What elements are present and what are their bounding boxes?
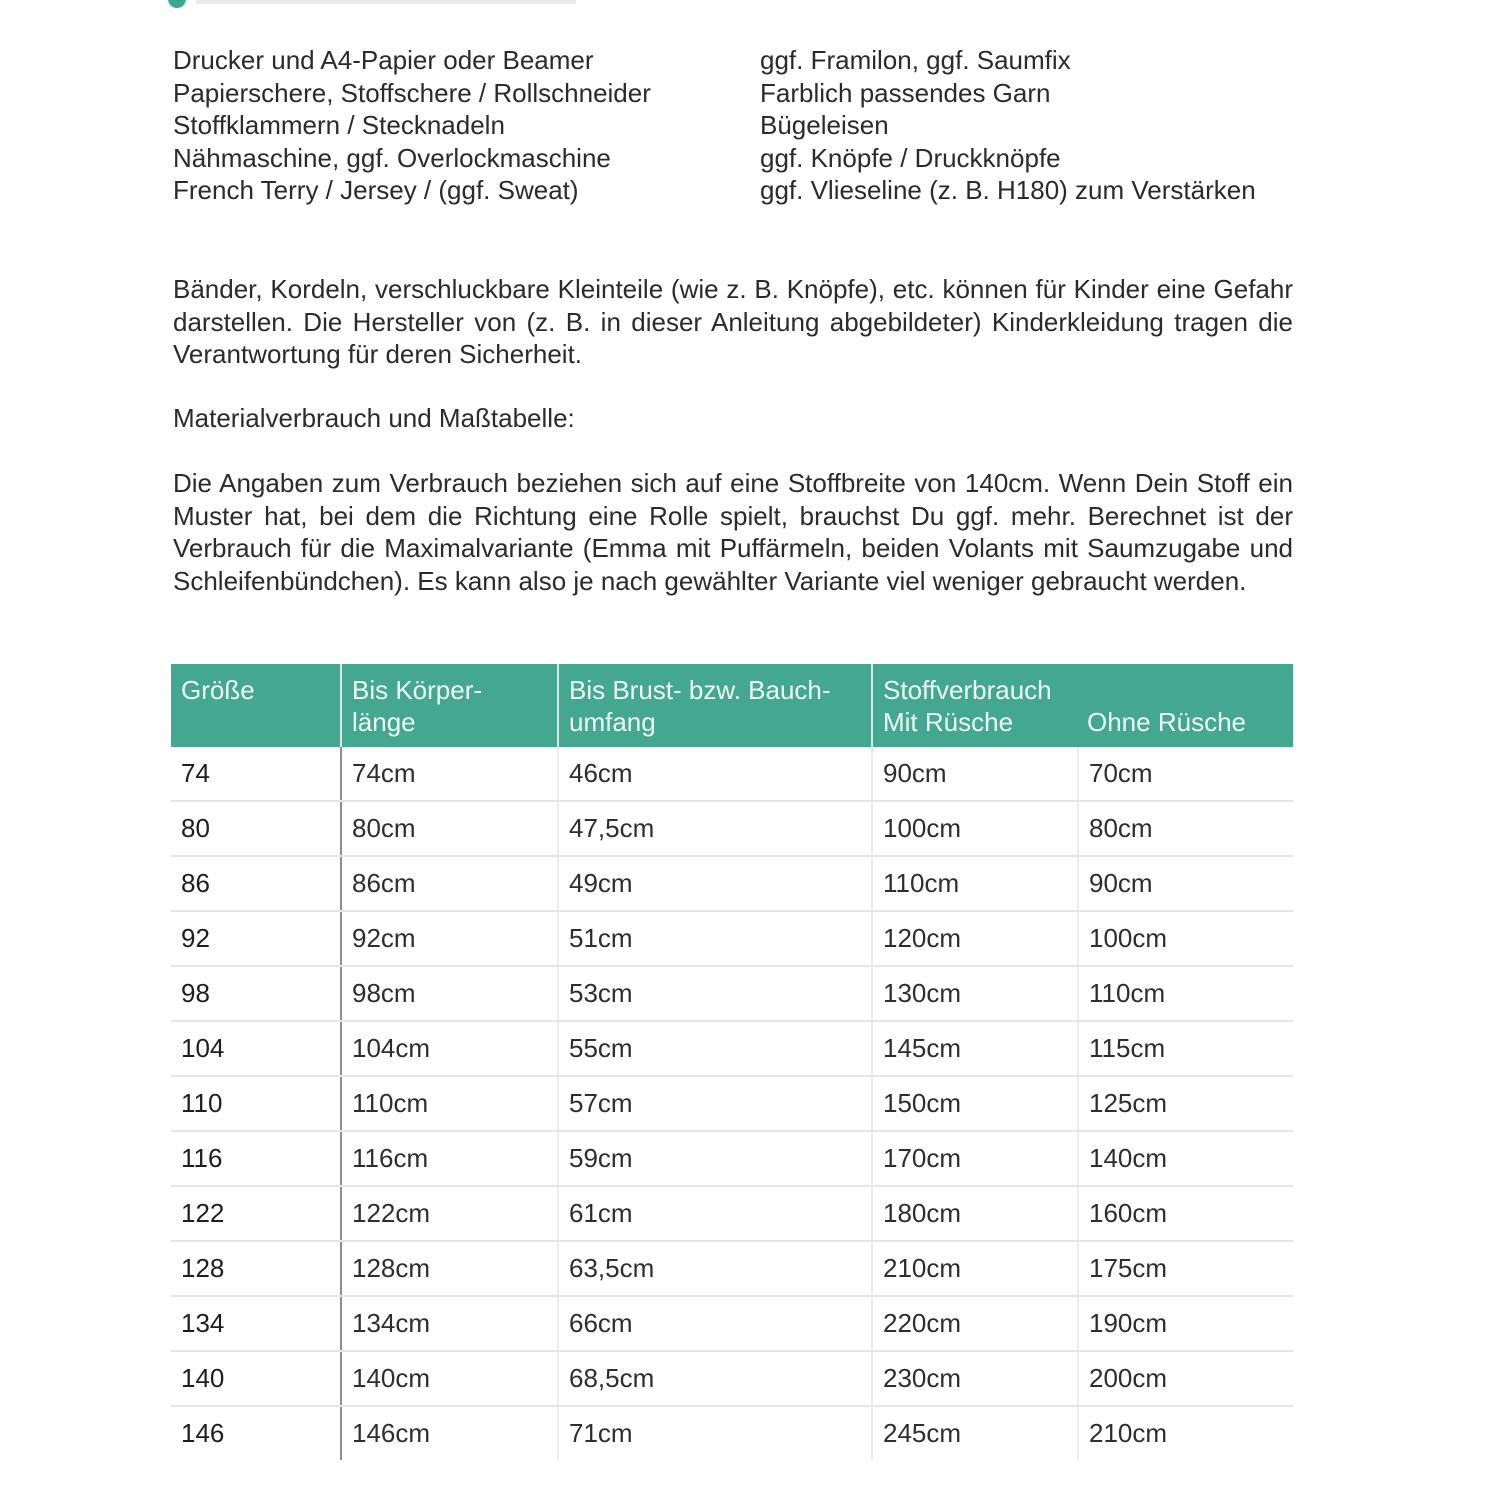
cell-with-ruffle: 170cm — [872, 1131, 1078, 1186]
table-row — [171, 911, 1293, 966]
cell-with-ruffle: 210cm — [872, 1241, 1078, 1296]
cell-without-ruffle: 140cm — [1078, 1131, 1293, 1186]
cell-without-ruffle: 175cm — [1078, 1241, 1293, 1296]
table-row — [171, 747, 1293, 801]
cell-without-ruffle: 160cm — [1078, 1186, 1293, 1241]
cell-size: 116 — [171, 1131, 341, 1186]
table-row — [171, 1076, 1293, 1131]
cell-chest: 51cm — [558, 911, 872, 966]
cell-size: 86 — [171, 856, 341, 911]
cell-body-length: 92cm — [341, 911, 558, 966]
cell-chest: 55cm — [558, 1021, 872, 1076]
table-row — [171, 801, 1293, 856]
cell-size: 128 — [171, 1241, 341, 1296]
cell-without-ruffle: 100cm — [1078, 911, 1293, 966]
cell-with-ruffle: 90cm — [872, 747, 1078, 801]
material-item: ggf. Framilon, ggf. Saumfix — [760, 45, 1071, 75]
cell-size: 104 — [171, 1021, 341, 1076]
cell-body-length: 140cm — [341, 1351, 558, 1406]
cell-chest: 57cm — [558, 1076, 872, 1131]
header-body-length: Bis Körper- länge — [341, 664, 558, 747]
cell-size: 80 — [171, 801, 341, 856]
cell-chest: 59cm — [558, 1131, 872, 1186]
cell-chest: 49cm — [558, 856, 872, 911]
table-header-row — [171, 664, 1293, 747]
cell-with-ruffle: 130cm — [872, 966, 1078, 1021]
cell-body-length: 74cm — [341, 747, 558, 801]
cell-size: 146 — [171, 1406, 341, 1460]
cell-with-ruffle: 100cm — [872, 801, 1078, 856]
materials-list-left — [173, 44, 651, 207]
cell-body-length: 110cm — [341, 1076, 558, 1131]
table-row — [171, 856, 1293, 911]
cell-without-ruffle: 190cm — [1078, 1296, 1293, 1351]
cell-size: 92 — [171, 911, 341, 966]
cell-with-ruffle: 220cm — [872, 1296, 1078, 1351]
cell-chest: 61cm — [558, 1186, 872, 1241]
cell-without-ruffle: 110cm — [1078, 966, 1293, 1021]
table-row — [171, 1131, 1293, 1186]
cell-size: 98 — [171, 966, 341, 1021]
cell-without-ruffle: 200cm — [1078, 1351, 1293, 1406]
material-item: ggf. Knöpfe / Druckknöpfe — [760, 142, 1061, 173]
cell-chest: 63,5cm — [558, 1241, 872, 1296]
table-row — [171, 1241, 1293, 1296]
table-row — [171, 1351, 1293, 1406]
cell-without-ruffle: 80cm — [1078, 801, 1293, 856]
section-heading: Materialverbrauch und Maßtabelle: — [173, 403, 575, 433]
header-without-ruffle: Ohne Rüsche — [1087, 707, 1246, 737]
cell-with-ruffle: 120cm — [872, 911, 1078, 966]
material-item: Papierschere, Stoffschere / Rollschneider — [173, 77, 651, 108]
safety-warning: Bänder, Kordeln, verschluckbare Kleinteile (wie z. B. Knöpfe), etc. können für Kinder eine Gefahr darstellen. Die Hersteller von (z. B. in dieser Anleitung abgebildeter) Kinderkleidung tragen die Verantwortung für deren Sicherheit. — [173, 274, 1293, 369]
cell-body-length: 134cm — [341, 1296, 558, 1351]
material-item: Bügeleisen — [760, 110, 889, 140]
cell-without-ruffle: 115cm — [1078, 1021, 1293, 1076]
header-fabric-usage: Stoffverbrauch Mit Rüsche Ohne Rüsche — [872, 664, 1293, 747]
material-item: ggf. Vlieseline (z. B. H180) zum Verstärken — [760, 175, 1256, 205]
cell-body-length: 104cm — [341, 1021, 558, 1076]
cell-size: 110 — [171, 1076, 341, 1131]
cell-without-ruffle: 70cm — [1078, 747, 1293, 801]
section-header-title-cropped — [196, 0, 576, 4]
header-size: Größe — [171, 664, 341, 747]
table-row — [171, 966, 1293, 1021]
header-with-ruffle: Mit Rüsche — [883, 707, 1014, 737]
cell-without-ruffle: 90cm — [1078, 856, 1293, 911]
cell-with-ruffle: 145cm — [872, 1021, 1078, 1076]
cell-body-length: 146cm — [341, 1406, 558, 1460]
section-header-icon — [168, 0, 186, 8]
material-item: Nähmaschine, ggf. Overlockmaschine — [173, 142, 611, 173]
table-row — [171, 1296, 1293, 1351]
cell-body-length: 80cm — [341, 801, 558, 856]
cell-chest: 47,5cm — [558, 801, 872, 856]
cell-body-length: 98cm — [341, 966, 558, 1021]
cell-body-length: 128cm — [341, 1241, 558, 1296]
materials-list-right — [760, 44, 1256, 207]
table-row — [171, 1406, 1293, 1460]
material-item: Stoffklammern / Stecknadeln — [173, 110, 505, 140]
cell-size: 74 — [171, 747, 341, 801]
cell-without-ruffle: 125cm — [1078, 1076, 1293, 1131]
table-row — [171, 1021, 1293, 1076]
cell-body-length: 86cm — [341, 856, 558, 911]
size-table — [171, 664, 1293, 1460]
cell-without-ruffle: 210cm — [1089, 1418, 1168, 1448]
cell-with-ruffle: 110cm — [872, 856, 1078, 911]
table-body — [171, 747, 1293, 1460]
cell-chest: 66cm — [558, 1296, 872, 1351]
cell-with-ruffle: 230cm — [872, 1351, 1078, 1406]
cell-body-length: 122cm — [341, 1186, 558, 1241]
cell-body-length: 116cm — [341, 1131, 558, 1186]
header-chest-circumference: Bis Brust- bzw. Bauch- umfang — [558, 664, 872, 747]
cell-chest: 53cm — [558, 966, 872, 1021]
material-item: French Terry / Jersey / (ggf. Sweat) — [173, 175, 579, 205]
usage-note: Die Angaben zum Verbrauch beziehen sich auf eine Stoffbreite von 140cm. Wenn Dein Stoff ein Muster hat, bei dem die Richtung eine Rolle spielt, brauchst Du ggf. mehr. Berechnet ist der Verbrauch für die Maximalvariante (Emma mit Puffärmeln, beiden Volants mit Saumzugabe und Schleifenbündchen). Es kann also je nach gewählter Variante viel weniger gebraucht werden. — [173, 468, 1293, 596]
cell-with-ruffle: 180cm — [872, 1186, 1078, 1241]
cell-chest: 71cm — [558, 1406, 872, 1460]
cell-size: 134 — [171, 1296, 341, 1351]
cell-size: 140 — [171, 1351, 341, 1406]
cell-with-ruffle: 150cm — [872, 1076, 1078, 1131]
cell-chest: 68,5cm — [558, 1351, 872, 1406]
table-row — [171, 1186, 1293, 1241]
cell-chest: 46cm — [558, 747, 872, 801]
material-item: Farblich passendes Garn — [760, 77, 1051, 108]
cell-size: 122 — [171, 1186, 341, 1241]
cell-with-ruffle: 245cm — [872, 1406, 1078, 1460]
material-item: Drucker und A4-Papier oder Beamer — [173, 45, 594, 75]
